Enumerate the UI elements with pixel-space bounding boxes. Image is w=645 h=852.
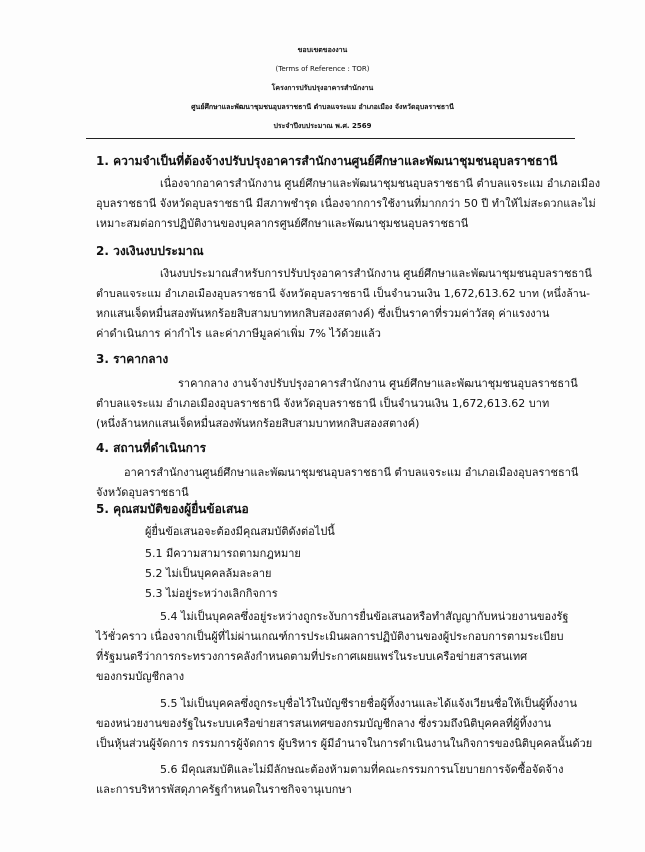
section-1-heading: 1. ความจำเป็นที่ต้องจ้างปรับปรุงอาคารสำนักงานศูนย์ศึกษาและพัฒนาชุมชนอุบลราชธานี: [96, 154, 558, 168]
project-name: โครงการปรับปรุงอาคารสำนักงาน: [271, 84, 374, 92]
qualification-item-cont: เป็นหุ้นส่วนผู้จัดการ กรรมการผู้จัดการ ผู้บริหาร ผู้มีอำนาจในการดำเนินงานในกิจการของนิติบุคคลนั้นด้วย: [96, 737, 593, 750]
section-4-line: จังหวัดอุบลราชธานี: [96, 486, 189, 499]
section-2-line: เงินงบประมาณสำหรับการปรับปรุงอาคารสำนักงาน ศูนย์ศึกษาและพัฒนาชุมชนอุบลราชธานี: [160, 267, 592, 280]
qualification-item: 5.6 มีคุณสมบัติและไม่มีลักษณะต้องห้ามตามที่คณะกรรมการนโยบายการจัดซื้อจัดจ้าง: [160, 763, 564, 776]
section-4-line: อาคารสำนักงานศูนย์ศึกษาและพัฒนาชุมชนอุบลราชธานี ตำบลแจระแม อำเภอเมืองอุบลราชธานี: [124, 466, 579, 479]
section-5-intro: ผู้ยื่นข้อเสนอจะต้องมีคุณสมบัติดังต่อไปนี้: [145, 525, 335, 538]
section-4-heading: 4. สถานที่ดำเนินการ: [96, 441, 207, 455]
section-1-line: เหมาะสมต่อการปฏิบัติงานของบุคลากรศูนย์ศึกษาและพัฒนาชุมชนอุบลราชธานี: [96, 217, 469, 230]
section-2-line: หกแสนเจ็ดหมื่นสองพันหกร้อยสิบสามบาทหกสิบสองสตางค์) ซึ่งเป็นราคาที่รวมค่าวัสดุ ค่าแรงงาน: [96, 307, 550, 320]
project-location: ศูนย์ศึกษาและพัฒนาชุมชนอุบลราชธานี ตำบลแจระแม อำเภอเมือง จังหวัดอุบลราชธานี: [191, 103, 454, 111]
section-2-line: ตำบลแจระแม อำเภอเมืองอุบลราชธานี จังหวัดอุบลราชธานี เป็นจำนวนเงิน 1,672,613.62 บาท (หนึ่งล้าน-: [96, 287, 591, 300]
doc-subtitle-tor: (Terms of Reference : TOR): [275, 65, 370, 73]
qualification-item: 5.2 ไม่เป็นบุคคลล้มละลาย: [145, 567, 272, 580]
doc-title: ขอบเขตของงาน: [297, 46, 348, 54]
qualification-item: 5.3 ไม่อยู่ระหว่างเลิกกิจการ: [145, 587, 278, 600]
section-2-heading: 2. วงเงินงบประมาณ: [96, 244, 204, 258]
qualification-item: 5.5 ไม่เป็นบุคคลซึ่งถูกระบุชื่อไว้ในบัญชีรายชื่อผู้ทิ้งงานและได้แจ้งเวียนชื่อให้เป็นผู้ทิ้งงาน: [160, 697, 577, 710]
section-1-line: เนื่องจากอาคารสำนักงาน ศูนย์ศึกษาและพัฒนาชุมชนอุบลราชธานี ตำบลแจระแม อำเภอเมือง: [160, 177, 601, 190]
qualification-item: 5.1 มีความสามารถตามกฎหมาย: [145, 547, 301, 560]
section-3-line: ตำบลแจระแม อำเภอเมืองอุบลราชธานี จังหวัดอุบลราชธานี เป็นจำนวนเงิน 1,672,613.62 บาท: [96, 397, 550, 410]
section-3-line: ราคากลาง งานจ้างปรับปรุงอาคารสำนักงาน ศูนย์ศึกษาและพัฒนาชุมชนอุบลราชธานี: [178, 377, 578, 390]
section-1-line: อุบลราชธานี จังหวัดอุบลราชธานี มีสภาพชำรุด เนื่องจากการใช้งานที่มากกว่า 50 ปี ทำให้ไม่สะดวกและไม่: [96, 197, 596, 210]
section-2-line: ค่าดำเนินการ ค่ากำไร และค่าภาษีมูลค่าเพิ่ม 7% ไว้ด้วยแล้ว: [96, 327, 381, 340]
qualification-item: 5.4 ไม่เป็นบุคคลซึ่งอยู่ระหว่างถูกระงับการยื่นข้อเสนอหรือทำสัญญากับหน่วยงานของรัฐ: [160, 610, 569, 623]
qualification-item-cont: ไว้ชั่วคราว เนื่องจากเป็นผู้ที่ไม่ผ่านเกณฑ์การประเมินผลการปฏิบัติงานของผู้ประกอบการตามระเบียบ: [96, 630, 564, 643]
section-5-heading: 5. คุณสมบัติของผู้ยื่นข้อเสนอ: [96, 502, 249, 516]
fiscal-year: ประจำปีงบประมาณ พ.ศ. 2569: [273, 122, 372, 130]
section-3-line: (หนึ่งล้านหกแสนเจ็ดหมื่นสองพันหกร้อยสิบสามบาทหกสิบสองสตางค์): [96, 417, 420, 430]
qualification-item-cont: ที่รัฐมนตรีว่าการกระทรวงการคลังกำหนดตามที่ประกาศเผยแพร่ในระบบเครือข่ายสารสนเทศ: [96, 650, 528, 663]
qualification-item-cont: ของกรมบัญชีกลาง: [96, 670, 185, 683]
section-3-heading: 3. ราคากลาง: [96, 352, 169, 366]
qualification-item-cont: ของหน่วยงานของรัฐในระบบเครือข่ายสารสนเทศของกรมบัญชีกลาง ซึ่งรวมถึงนิติบุคคลที่ผู้ทิ้งงาน: [96, 717, 552, 730]
header-divider: [86, 138, 575, 139]
qualification-item-cont: และการบริหารพัสดุภาครัฐกำหนดในราชกิจจานุเบกษา: [96, 783, 352, 796]
